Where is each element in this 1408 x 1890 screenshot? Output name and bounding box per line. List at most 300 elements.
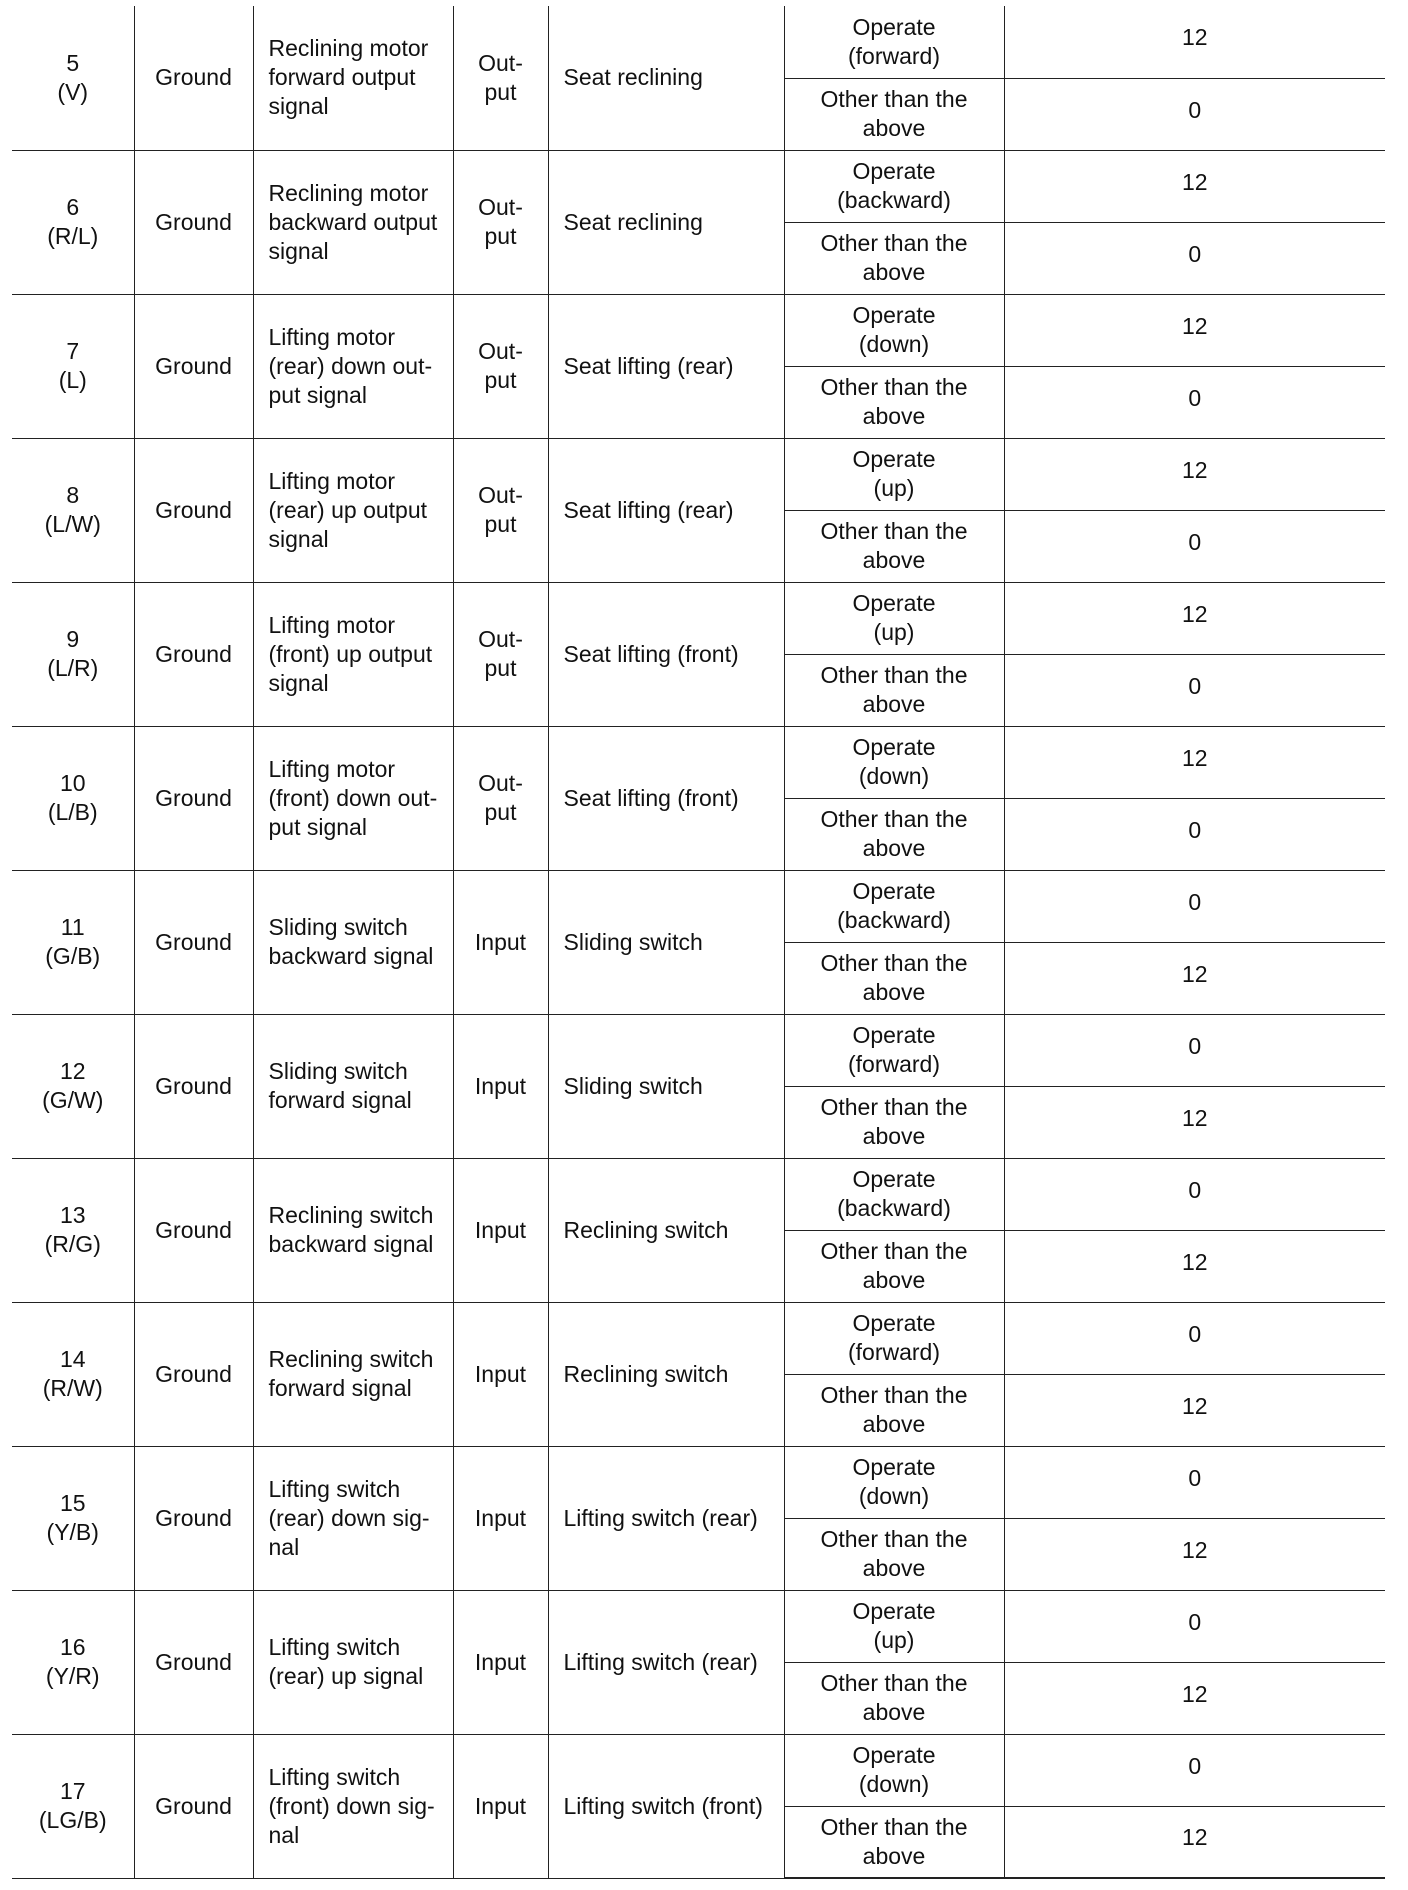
- condition-label-line: Operate: [852, 302, 936, 328]
- io-label-line: Input: [474, 1072, 527, 1099]
- condition-label-line: above: [862, 1699, 926, 1725]
- signal-description-line: signal: [268, 93, 329, 120]
- ground-cell: [134, 870, 253, 1014]
- voltage-value: 12: [1181, 1104, 1208, 1131]
- unit-cell: [548, 1302, 784, 1446]
- ground-cell: [134, 1158, 253, 1302]
- unit-cell: [548, 438, 784, 582]
- terminal-number: 10: [59, 770, 86, 796]
- voltage-value-cell: [1004, 1806, 1385, 1878]
- condition-cell: [784, 582, 1004, 654]
- condition-label-line: (forward): [847, 1051, 940, 1077]
- ground-label: Ground: [155, 1648, 232, 1675]
- ground-cell: [134, 582, 253, 726]
- condition-label-line: (down): [858, 1771, 930, 1797]
- signal-description-line: Reclining switch: [268, 1202, 434, 1228]
- voltage-value: 0: [1188, 816, 1202, 843]
- ground-label: Ground: [155, 64, 232, 91]
- signal-description-line: Lifting motor: [268, 467, 396, 494]
- terminal-cell: [12, 438, 134, 582]
- table-row: [12, 726, 1385, 798]
- ground-cell: [134, 6, 253, 150]
- wire-color: (V): [57, 78, 89, 105]
- terminal-number: 15: [59, 1490, 86, 1516]
- condition-cell: [784, 78, 1004, 150]
- io-label-line: Out-: [478, 49, 523, 76]
- signal-description-line: put signal: [268, 813, 367, 840]
- condition-cell: [784, 726, 1004, 798]
- condition-label-line: above: [862, 115, 926, 141]
- condition-label-line: (forward): [847, 42, 940, 69]
- voltage-value-cell: [1004, 1734, 1385, 1806]
- signal-description-line: Sliding switch: [268, 1058, 408, 1084]
- voltage-value: 0: [1188, 1464, 1202, 1491]
- unit-label: Reclining switch: [563, 1360, 729, 1387]
- unit-label: Seat lifting (rear): [563, 496, 734, 523]
- wire-color: (Y/B): [46, 1519, 99, 1545]
- voltage-value: 12: [1181, 1680, 1208, 1707]
- io-cell: [453, 726, 548, 870]
- condition-label-line: above: [862, 835, 926, 861]
- terminal-number: 11: [60, 914, 85, 940]
- unit-cell: [548, 1446, 784, 1590]
- signal-description-cell: [253, 1302, 453, 1446]
- voltage-value-cell: [1004, 1158, 1385, 1230]
- voltage-value: 0: [1188, 1320, 1202, 1347]
- voltage-value-cell: [1004, 150, 1385, 222]
- signal-description-line: (rear) up signal: [268, 1663, 424, 1689]
- ground-cell: [134, 1014, 253, 1158]
- condition-label-line: (backward): [837, 907, 951, 933]
- unit-label: Seat lifting (rear): [563, 352, 734, 379]
- ground-label: Ground: [155, 1360, 232, 1387]
- terminal-cell: [12, 1014, 134, 1158]
- condition-label-line: Other than the: [820, 1670, 968, 1696]
- unit-label: Lifting switch (rear): [563, 1504, 758, 1531]
- unit-label: Seat lifting (front): [563, 784, 739, 811]
- condition-label-line: Operate: [852, 1166, 936, 1192]
- condition-cell: [784, 942, 1004, 1014]
- unit-label: Lifting switch (front): [563, 1792, 763, 1819]
- unit-label: Seat lifting (front): [563, 640, 739, 667]
- signal-description-line: Lifting switch: [268, 1763, 401, 1790]
- condition-label-line: above: [862, 259, 926, 285]
- condition-cell: [784, 1590, 1004, 1662]
- voltage-value: 12: [1181, 168, 1208, 195]
- io-label-line: put: [484, 511, 517, 537]
- voltage-value: 12: [1181, 600, 1208, 627]
- signal-description-cell: [253, 870, 453, 1014]
- voltage-value-cell: [1004, 294, 1385, 366]
- condition-cell: [784, 510, 1004, 582]
- voltage-value-cell: [1004, 1518, 1385, 1590]
- condition-label-line: Operate: [852, 446, 936, 472]
- condition-label-line: Other than the: [820, 86, 968, 112]
- signal-description-cell: [253, 582, 453, 726]
- condition-label-line: above: [862, 1411, 926, 1437]
- signal-description-line: Lifting switch: [268, 1634, 401, 1660]
- voltage-value-cell: [1004, 6, 1385, 78]
- wire-color: (L): [58, 367, 87, 393]
- condition-label-line: Operate: [852, 1310, 936, 1336]
- voltage-value: 0: [1188, 384, 1202, 411]
- terminal-cell: [12, 1446, 134, 1590]
- io-cell: [453, 870, 548, 1014]
- unit-label: Sliding switch: [563, 1072, 703, 1099]
- terminal-number: 13: [59, 1202, 86, 1228]
- ground-label: Ground: [155, 496, 232, 523]
- unit-label: Lifting switch (rear): [563, 1648, 758, 1675]
- voltage-value-cell: [1004, 1302, 1385, 1374]
- terminal-number: 5: [66, 49, 80, 76]
- terminal-cell: [12, 150, 134, 294]
- terminal-cell: [12, 294, 134, 438]
- condition-label-line: above: [862, 547, 926, 573]
- signal-description-cell: [253, 1734, 453, 1878]
- voltage-value: 12: [1181, 24, 1208, 51]
- voltage-value: 12: [1181, 960, 1208, 987]
- signal-description-line: signal: [268, 237, 329, 264]
- terminal-cell: [12, 1302, 134, 1446]
- condition-label-line: above: [862, 1267, 926, 1293]
- table-row: [12, 6, 1385, 78]
- condition-label-line: Other than the: [820, 1094, 968, 1120]
- voltage-value-cell: [1004, 798, 1385, 870]
- condition-label-line: Other than the: [820, 1382, 968, 1408]
- condition-cell: [784, 1662, 1004, 1734]
- condition-cell: [784, 1158, 1004, 1230]
- io-cell: [453, 1734, 548, 1878]
- terminal-number: 8: [66, 482, 80, 508]
- condition-label-line: Other than the: [820, 662, 968, 688]
- signal-description-cell: [253, 150, 453, 294]
- condition-label-line: Other than the: [820, 1526, 968, 1552]
- voltage-value: 0: [1188, 672, 1202, 699]
- ground-label: Ground: [155, 352, 232, 379]
- condition-label-line: Operate: [852, 590, 936, 616]
- terminal-number: 7: [66, 338, 80, 364]
- unit-cell: [548, 1590, 784, 1734]
- voltage-value: 0: [1188, 96, 1202, 123]
- signal-description-cell: [253, 6, 453, 150]
- table-row: [12, 294, 1385, 366]
- wire-color: (G/W): [42, 1087, 104, 1113]
- voltage-value-cell: [1004, 222, 1385, 294]
- condition-label-line: Other than the: [820, 950, 968, 976]
- ground-cell: [134, 150, 253, 294]
- condition-label-line: Operate: [852, 158, 936, 184]
- signal-description-line: Reclining motor: [268, 179, 429, 206]
- unit-label: Seat reclining: [563, 64, 703, 91]
- signal-description-line: put signal: [268, 381, 367, 408]
- io-label-line: Out-: [478, 194, 523, 220]
- condition-cell: [784, 366, 1004, 438]
- ground-label: Ground: [155, 208, 232, 235]
- signal-description-line: Lifting motor: [268, 755, 396, 782]
- unit-label: Sliding switch: [563, 928, 703, 955]
- signal-description-line: signal: [268, 669, 329, 696]
- ground-label: Ground: [155, 640, 232, 667]
- ground-cell: [134, 1734, 253, 1878]
- signal-description-line: nal: [268, 1533, 300, 1560]
- signal-description-cell: [253, 1014, 453, 1158]
- io-label-line: Input: [474, 928, 527, 955]
- io-cell: [453, 6, 548, 150]
- signal-description-line: Lifting switch: [268, 1475, 401, 1502]
- voltage-value: 12: [1181, 312, 1208, 339]
- io-label-line: Input: [474, 1504, 527, 1531]
- signal-description-line: (rear) up output: [268, 496, 428, 523]
- io-label-line: put: [484, 799, 517, 825]
- voltage-value-cell: [1004, 438, 1385, 510]
- condition-cell: [784, 1230, 1004, 1302]
- wire-color: (L/R): [47, 655, 99, 681]
- condition-label-line: above: [862, 1123, 926, 1149]
- voltage-value-cell: [1004, 1014, 1385, 1086]
- signal-description-cell: [253, 438, 453, 582]
- terminal-number: 14: [59, 1346, 86, 1372]
- signal-description-line: Sliding switch: [268, 914, 408, 940]
- terminal-cell: [12, 1734, 134, 1878]
- unit-cell: [548, 1734, 784, 1878]
- unit-label: Seat reclining: [563, 208, 703, 235]
- io-label-line: Out-: [478, 770, 523, 796]
- voltage-value: 0: [1188, 240, 1202, 267]
- ground-label: Ground: [155, 928, 232, 955]
- io-label-line: Input: [474, 1792, 527, 1819]
- wire-color: (R/L): [47, 223, 99, 249]
- signal-description-line: (rear) down out-: [268, 352, 433, 379]
- io-label-line: Out-: [478, 482, 523, 508]
- io-cell: [453, 294, 548, 438]
- condition-label-line: (up): [873, 1627, 915, 1653]
- voltage-value-cell: [1004, 1590, 1385, 1662]
- table-row: [12, 1302, 1385, 1374]
- voltage-value-cell: [1004, 366, 1385, 438]
- condition-label-line: above: [862, 1555, 926, 1581]
- table-row: [12, 582, 1385, 654]
- table-row: [12, 150, 1385, 222]
- voltage-value-cell: [1004, 726, 1385, 798]
- condition-label-line: above: [862, 691, 926, 717]
- table-body: [12, 6, 1385, 1878]
- unit-cell: [548, 150, 784, 294]
- io-label-line: put: [484, 367, 517, 393]
- wire-color: (L/B): [47, 799, 98, 825]
- condition-label-line: Other than the: [820, 1238, 968, 1264]
- signal-description-line: (front) down out-: [268, 784, 438, 811]
- voltage-value: 12: [1181, 1248, 1208, 1275]
- unit-cell: [548, 1014, 784, 1158]
- voltage-value-cell: [1004, 654, 1385, 726]
- table-row: [12, 438, 1385, 510]
- terminal-number: 9: [66, 626, 80, 652]
- condition-label-line: (down): [858, 1483, 930, 1509]
- condition-label-line: Other than the: [820, 230, 968, 256]
- wire-color: (L/W): [44, 511, 101, 537]
- ground-label: Ground: [155, 1792, 232, 1819]
- ground-label: Ground: [155, 1216, 232, 1243]
- wire-color: (G/B): [45, 943, 101, 969]
- voltage-value-cell: [1004, 1374, 1385, 1446]
- condition-label-line: Operate: [852, 878, 936, 904]
- condition-label-line: Operate: [852, 1742, 936, 1768]
- ground-cell: [134, 1302, 253, 1446]
- voltage-value: 0: [1188, 1176, 1202, 1203]
- condition-cell: [784, 1446, 1004, 1518]
- condition-cell: [784, 438, 1004, 510]
- voltage-value-cell: [1004, 510, 1385, 582]
- signal-description-line: backward signal: [268, 943, 434, 969]
- io-label-line: put: [484, 655, 517, 681]
- signal-description-line: backward output: [268, 208, 438, 235]
- unit-cell: [548, 726, 784, 870]
- signal-description-cell: [253, 1446, 453, 1590]
- condition-cell: [784, 798, 1004, 870]
- table-row: [12, 1590, 1385, 1662]
- voltage-value: 0: [1188, 1032, 1202, 1059]
- condition-label-line: above: [862, 979, 926, 1005]
- condition-label-line: (up): [873, 619, 915, 645]
- condition-label-line: (backward): [837, 187, 951, 213]
- terminal-cell: [12, 582, 134, 726]
- io-cell: [453, 438, 548, 582]
- table-row: [12, 1734, 1385, 1806]
- io-cell: [453, 1158, 548, 1302]
- signal-description-line: Lifting motor: [268, 323, 396, 350]
- terminal-cell: [12, 6, 134, 150]
- condition-cell: [784, 1806, 1004, 1878]
- voltage-value-cell: [1004, 870, 1385, 942]
- wire-color: (LG/B): [38, 1807, 107, 1833]
- signal-description-line: (front) down sig-: [268, 1792, 435, 1819]
- voltage-value-cell: [1004, 1086, 1385, 1158]
- signal-description-cell: [253, 1158, 453, 1302]
- condition-label-line: Operate: [852, 13, 936, 40]
- signal-description-line: forward output: [268, 64, 416, 91]
- condition-cell: [784, 870, 1004, 942]
- signal-description-cell: [253, 1590, 453, 1734]
- condition-cell: [784, 294, 1004, 366]
- terminal-number: 17: [59, 1778, 86, 1804]
- voltage-value: 12: [1181, 456, 1208, 483]
- signal-description-line: nal: [268, 1821, 300, 1848]
- io-cell: [453, 150, 548, 294]
- ground-cell: [134, 1446, 253, 1590]
- signal-description-line: forward signal: [268, 1087, 412, 1113]
- terminal-number: 12: [59, 1058, 86, 1084]
- condition-cell: [784, 1086, 1004, 1158]
- condition-label-line: Other than the: [820, 1813, 968, 1840]
- voltage-value: 12: [1181, 744, 1208, 771]
- condition-cell: [784, 222, 1004, 294]
- table-row: [12, 1014, 1385, 1086]
- condition-cell: [784, 1014, 1004, 1086]
- io-cell: [453, 1590, 548, 1734]
- unit-cell: [548, 582, 784, 726]
- io-label-line: Out-: [478, 626, 523, 652]
- table-row: [12, 870, 1385, 942]
- io-cell: [453, 582, 548, 726]
- unit-cell: [548, 870, 784, 1014]
- condition-label-line: above: [862, 1842, 926, 1869]
- condition-label-line: Operate: [852, 1598, 936, 1624]
- condition-cell: [784, 1518, 1004, 1590]
- unit-label: Reclining switch: [563, 1216, 729, 1243]
- condition-label-line: (up): [873, 475, 915, 501]
- voltage-value: 12: [1181, 1392, 1208, 1419]
- signal-description-line: backward signal: [268, 1231, 434, 1257]
- voltage-value-cell: [1004, 582, 1385, 654]
- condition-label-line: Operate: [852, 1022, 936, 1048]
- signal-description-line: signal: [268, 525, 329, 552]
- ground-label: Ground: [155, 1504, 232, 1531]
- io-label-line: Out-: [478, 338, 523, 364]
- io-cell: [453, 1014, 548, 1158]
- ground-label: Ground: [155, 784, 232, 811]
- condition-cell: [784, 150, 1004, 222]
- condition-cell: [784, 1374, 1004, 1446]
- signal-description-line: forward signal: [268, 1375, 412, 1401]
- voltage-value-cell: [1004, 1446, 1385, 1518]
- voltage-value: 12: [1181, 1536, 1208, 1563]
- ground-cell: [134, 726, 253, 870]
- io-label-line: Input: [474, 1216, 527, 1243]
- terminal-cell: [12, 1158, 134, 1302]
- io-label-line: put: [484, 223, 517, 249]
- terminal-number: 16: [59, 1634, 86, 1660]
- ground-cell: [134, 438, 253, 582]
- terminal-number: 6: [66, 194, 80, 220]
- condition-label-line: Other than the: [820, 518, 968, 544]
- io-cell: [453, 1302, 548, 1446]
- terminal-cell: [12, 726, 134, 870]
- signal-description-cell: [253, 294, 453, 438]
- io-cell: [453, 1446, 548, 1590]
- condition-label-line: (backward): [837, 1195, 951, 1221]
- condition-cell: [784, 654, 1004, 726]
- wire-color: (Y/R): [45, 1663, 100, 1689]
- io-label-line: put: [484, 78, 517, 105]
- ground-cell: [134, 1590, 253, 1734]
- table-row: [12, 1446, 1385, 1518]
- voltage-value: 0: [1188, 528, 1202, 555]
- terminal-voltage-table: [12, 6, 1385, 1879]
- signal-description-line: Lifting motor: [268, 611, 396, 638]
- table-row: [12, 1158, 1385, 1230]
- unit-cell: [548, 6, 784, 150]
- ground-cell: [134, 294, 253, 438]
- io-label-line: Input: [474, 1360, 527, 1387]
- terminal-cell: [12, 1590, 134, 1734]
- condition-label-line: (down): [858, 331, 930, 357]
- condition-label-line: (forward): [847, 1339, 940, 1365]
- condition-label-line: Other than the: [820, 374, 968, 400]
- condition-cell: [784, 6, 1004, 78]
- signal-description-line: (front) up output: [268, 640, 433, 667]
- voltage-value-cell: [1004, 942, 1385, 1014]
- condition-label-line: above: [862, 403, 926, 429]
- wire-color: (R/W): [42, 1375, 103, 1401]
- signal-description-cell: [253, 726, 453, 870]
- wire-color: (R/G): [44, 1231, 101, 1257]
- condition-cell: [784, 1302, 1004, 1374]
- voltage-value: 0: [1188, 1608, 1202, 1635]
- unit-cell: [548, 294, 784, 438]
- voltage-value: 12: [1181, 1824, 1208, 1851]
- ground-label: Ground: [155, 1072, 232, 1099]
- io-label-line: Input: [474, 1648, 527, 1675]
